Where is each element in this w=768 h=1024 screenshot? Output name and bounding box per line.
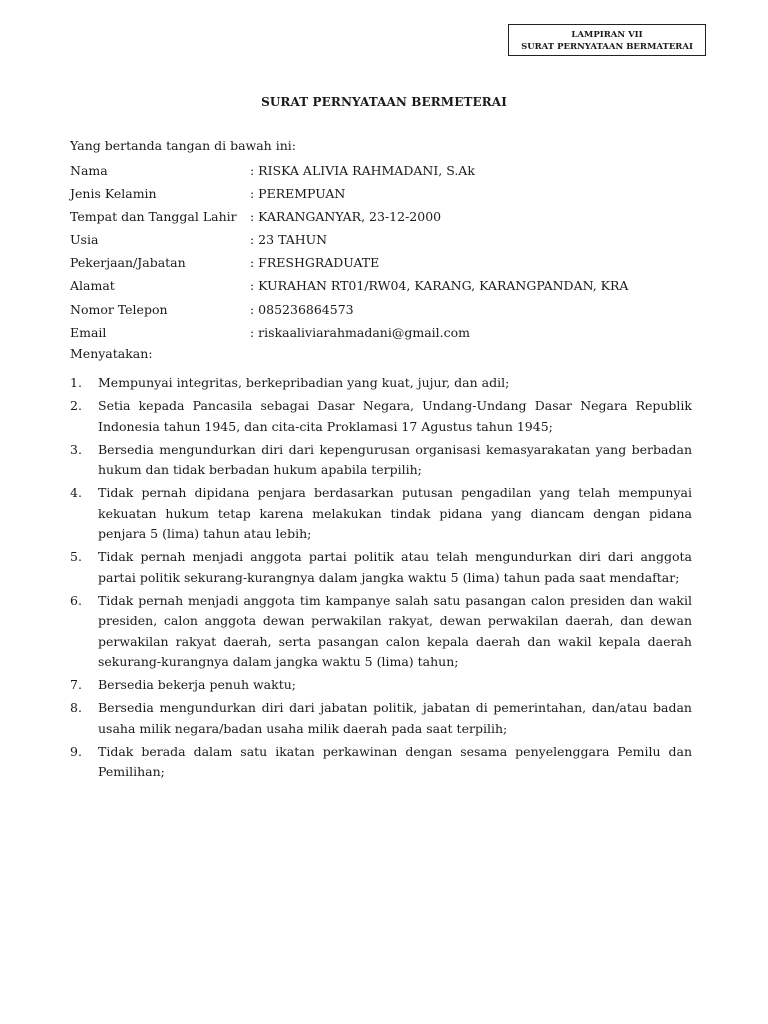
field-label: Nama: [70, 163, 108, 178]
statement-item: [70, 440, 692, 481]
lampiran-line-1: LAMPIRAN VII: [571, 30, 643, 40]
statement-text: Tidak berada dalam satu ikatan perkawinan dengan sesama penyelenggara Pemilu dan Pemilihan;: [98, 744, 692, 780]
statement-number: 8.: [70, 700, 82, 716]
statement-number: 5.: [70, 549, 82, 565]
statement-item: [70, 591, 692, 672]
lampiran-line-2: SURAT PERNYATAAN BERMATERAI: [521, 42, 693, 52]
statement-item: [70, 396, 692, 437]
statement-text: Tidak pernah dipidana penjara berdasarkan putusan pengadilan yang telah mempunyai kekuatan hukum tetap karena melakukan tindak pidana yang diancam dengan pidana penjara 5 (lima) tahun atau lebih;: [98, 485, 692, 542]
field-value: : PEREMPUAN: [250, 186, 346, 202]
field-label: Email: [70, 324, 107, 340]
intro-text: Yang bertanda tangan di bawah ini:: [70, 138, 296, 153]
field-label: Pekerjaan/Jabatan: [70, 255, 186, 271]
field-value: : 085236864573: [250, 301, 354, 317]
statement-text: Bersedia bekerja penuh waktu;: [98, 677, 296, 693]
field-label: Tempat dan Tanggal Lahir: [70, 209, 237, 225]
statement-text: Tidak pernah menjadi anggota tim kampanye salah satu pasangan calon presiden dan wakil presiden, calon anggota dewan perwakilan rakyat, dewan perwakilan daerah, dan dewan perwakilan rakyat daerah, serta pasangan calon kepala daerah dan wakil kepala daerah sekurang-kurangnya dalam jangka waktu 5 (lima) tahun;: [98, 592, 692, 669]
statement-text: Setia kepada Pancasila sebagai Dasar Negara, Undang-Undang Dasar Negara Republik Indonesia tahun 1945, dan cita-cita Proklamasi 17 Agustus tahun 1945;: [98, 398, 692, 434]
field-label: Usia: [70, 232, 99, 248]
field-value: : RISKA ALIVIA RAHMADANI, S.Ak: [250, 163, 475, 178]
statement-item: [70, 373, 692, 393]
statement-number: 6.: [70, 592, 82, 608]
field-label: Alamat: [70, 278, 115, 294]
statement-number: 3.: [70, 441, 82, 457]
statement-number: 4.: [70, 485, 82, 501]
statement-item: [70, 483, 692, 544]
statement-list: [70, 373, 692, 786]
document-title: SURAT PERNYATAAN BERMETERAI: [261, 95, 507, 109]
statement-item: [70, 675, 692, 695]
field-value: : KARANGANYAR, 23-12-2000: [250, 209, 442, 225]
statement-number: 2.: [70, 398, 82, 414]
field-value: : 23 TAHUN: [250, 232, 328, 248]
field-value: : KURAHAN RT01/RW04, KARANG, KARANGPANDAN, KRA: [250, 278, 629, 294]
statement-item: [70, 698, 692, 739]
statement-item: [70, 742, 692, 783]
statement-number: 9.: [70, 744, 82, 760]
statement-text: Bersedia mengundurkan diri dari kepengurusan organisasi kemasyarakatan yang berbadan hukum dan tidak berbadan hukum apabila terpilih;: [98, 441, 692, 478]
statement-text: Bersedia mengundurkan diri dari jabatan politik, jabatan di pemerintahan, dan/atau badan usaha milik negara/badan usaha milik daerah pada saat terpilih;: [98, 700, 692, 736]
statement-text: Mempunyai integritas, berkepribadian yang kuat, jujur, dan adil;: [98, 375, 510, 390]
statement-number: 1.: [70, 375, 82, 390]
menyatakan-label: Menyatakan:: [70, 346, 153, 361]
statement-text: Tidak pernah menjadi anggota partai politik atau telah mengundurkan diri dari anggota partai politik sekurang-kurangnya dalam jangka waktu 5 (lima) tahun pada saat mendaftar;: [98, 549, 692, 585]
statement-number: 7.: [70, 677, 82, 693]
statement-item: [70, 547, 692, 588]
field-value: : FRESHGRADUATE: [250, 255, 380, 271]
field-value: : riskaaliviarahmadani@gmail.com: [250, 324, 471, 340]
field-label: Nomor Telepon: [70, 301, 168, 317]
field-label: Jenis Kelamin: [70, 186, 157, 202]
lampiran-box: [508, 24, 706, 56]
